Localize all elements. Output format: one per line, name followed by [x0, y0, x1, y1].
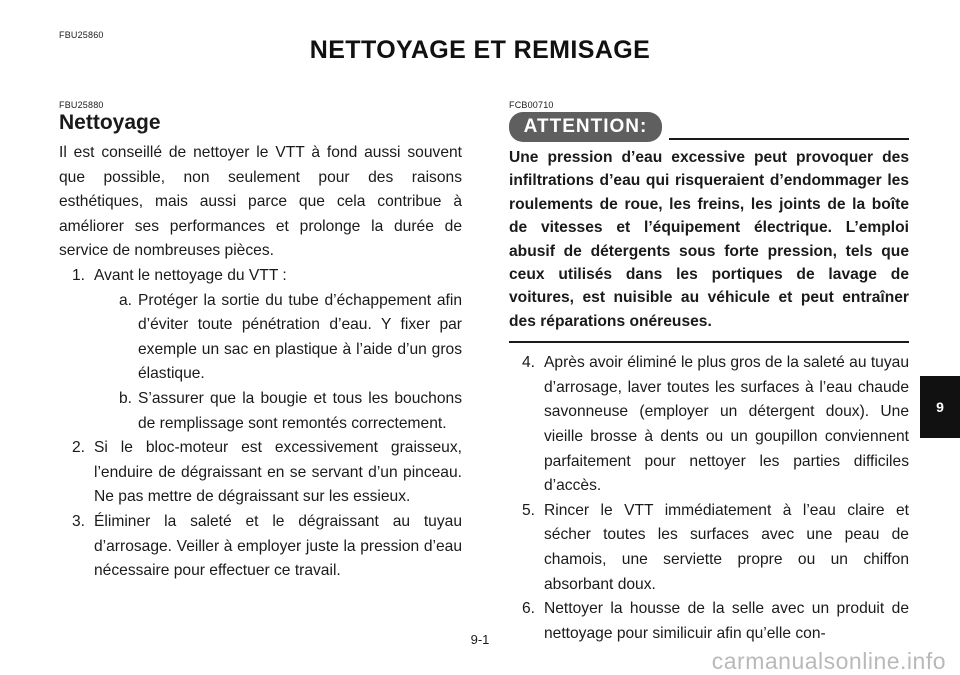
list-marker: b.	[119, 389, 133, 407]
list-item-text: Avant le nettoyage du VTT :	[94, 266, 287, 284]
attention-warning-text: Une pression d’eau excessive peut provoquer des infiltrations d’eau qui risqueraient d’endommager les roulements de roue, les freins, les joints de la boîte de vitesses et l’équipement électrique. L’emploi abusif de détergents sous forte pression, tels que ceux utilisés dans les portiques de lavage de voitures, est nuisible au véhicule et peut entraîner des réparations onéreuses.	[509, 146, 909, 343]
list-marker: 2.	[72, 439, 86, 457]
attention-header	[509, 112, 909, 146]
list-item	[59, 264, 462, 289]
left-column	[59, 100, 462, 584]
caution-code: FCB00710	[509, 100, 554, 110]
attention-badge: ATTENTION:	[509, 112, 662, 142]
section-code: FBU25880	[59, 100, 104, 110]
attention-rule	[669, 138, 909, 140]
list-item-text: Rincer le VTT immédiatement à l’eau claire et sécher toutes les surfaces avec une peau de chamois, une serviette propre ou un chiffon absorbant doux.	[544, 501, 909, 593]
intro-paragraph: Il est conseillé de nettoyer le VTT à fond aussi souvent que possible, non seulement pour des raisons esthétiques, mais aussi parce que cela contribue à améliorer ses performances et prolonge la durée de service de nombreuses pièces.	[59, 144, 462, 260]
right-column	[509, 100, 909, 646]
list-item-text: Éliminer la saleté et le dégraissant au tuyau d’arrosage. Veiller à employer juste la pression d’eau nécessaire pour effectuer ce travail.	[94, 512, 462, 580]
list-marker: 1.	[72, 266, 86, 284]
list-marker: 5.	[522, 501, 536, 519]
list-item-text: Protéger la sortie du tube d’échappement afin d’éviter toute pénétration d’eau. Y fixer par exemple un sac en plastique à l’aide d’un gros élastique.	[138, 291, 462, 383]
list-item	[509, 351, 909, 499]
list-item	[59, 289, 462, 387]
cleaning-steps-list	[59, 264, 462, 584]
list-item-text: Si le bloc-moteur est excessivement graisseux, l’enduire de dégraissant en se servant d’un pinceau. Ne pas mettre de dégraissant sur les essieux.	[94, 439, 462, 506]
watermark: carmanualsonline.info	[711, 648, 946, 674]
list-item-text: S’assurer que la bougie et tous les bouchons de remplissage sont remontés correctement.	[138, 389, 462, 432]
section-heading: Nettoyage	[59, 111, 161, 134]
header-code: FBU25860	[59, 30, 104, 40]
cleaning-steps-continued	[509, 351, 909, 646]
list-item	[509, 499, 909, 597]
list-marker: 4.	[522, 354, 536, 372]
list-item-text: Nettoyer la housse de la selle avec un produit de nettoyage pour similicuir afin qu’elle con-	[544, 600, 909, 642]
list-item	[59, 510, 462, 584]
page-title: NETTOYAGE ET REMISAGE	[309, 36, 651, 64]
list-item	[59, 387, 462, 436]
list-marker: a.	[119, 291, 133, 309]
list-marker: 6.	[522, 600, 536, 618]
list-item-text: Après avoir éliminé le plus gros de la saleté au tuyau d’arrosage, laver toutes les surfaces à l’eau chaude savonneuse (employer un détergent doux). Une vieille brosse à dents ou un goupillon conviennent parfaitement pour nettoyer les parties difficiles d’accès.	[544, 354, 909, 495]
page-number: 9-1	[470, 632, 490, 647]
chapter-tab: 9	[920, 376, 960, 438]
list-item	[59, 436, 462, 510]
list-marker: 3.	[72, 512, 86, 530]
